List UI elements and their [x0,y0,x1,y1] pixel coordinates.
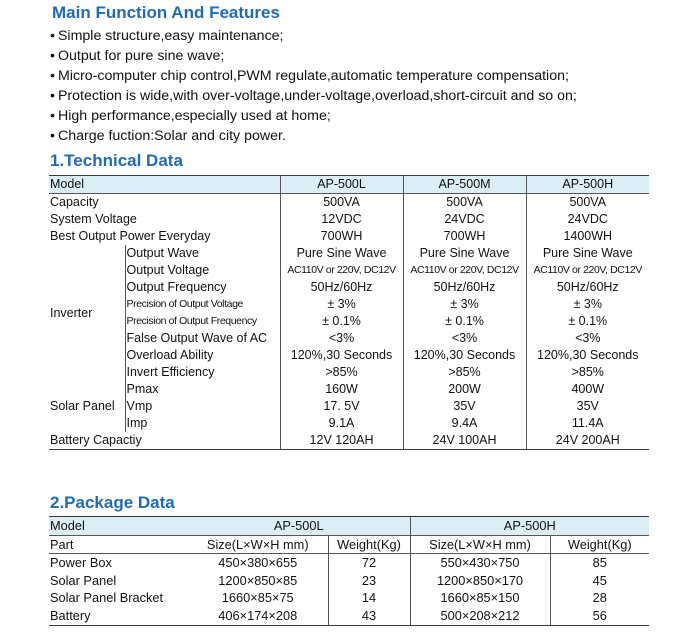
package-data-heading: 2.Package Data [50,493,175,512]
cell: 43 [328,607,410,625]
row-label: Battery Capactiy [49,432,280,450]
cell: 500VA [526,194,649,212]
technical-data-heading: 1.Technical Data [50,151,183,170]
row-label: Precision of Output Frequency [125,313,280,330]
feature-item: • Output for pure sine wave; [50,46,577,66]
model-header: AP-500M [403,176,526,194]
size-header: Size(L×W×H mm) [410,535,550,554]
table-row [49,554,649,572]
cell: 1200×850×170 [410,572,550,590]
cell: ± 0.1% [526,313,649,330]
cell: >85% [280,364,403,381]
feature-list [50,26,577,146]
weight-header: Weight(Kg) [328,535,410,554]
table-row [49,296,649,313]
cell: 35V [526,398,649,415]
cell: 9.1A [280,415,403,432]
row-label: Output Frequency [125,279,280,296]
cell: 1200×850×85 [218,572,298,588]
cell: 1400WH [526,228,649,245]
group-label-inverter: Inverter [50,305,93,320]
cell: 160W [280,381,403,398]
cell: 85 [550,554,649,572]
cell: ± 3% [526,296,649,313]
cell: <3% [526,330,649,347]
cell: 1660×85×150 [410,589,550,607]
row-label: Overload Ability [125,347,280,364]
cell: 24V 100AH [403,432,526,450]
cell: 72 [328,554,410,572]
table-row [49,279,649,296]
cell: 24VDC [403,211,526,228]
cell: ± 0.1% [403,313,526,330]
cell: 200W [403,381,526,398]
size-header: Size(L×W×H mm) [188,535,328,554]
cell: 550×430×750 [410,554,550,572]
row-label: Pmax [125,381,280,398]
table-row [49,347,649,364]
cell: >85% [403,364,526,381]
feature-item: • Micro-computer chip control,PWM regulate,automatic temperature compensation; [50,66,577,86]
model-header: AP-500H [410,517,649,536]
cell: ± 0.1% [280,313,403,330]
cell: AC110V or 220V, DC12V [280,262,403,279]
table-row [49,517,649,536]
cell: Pure Sine Wave [403,245,526,262]
table-row [49,398,649,415]
cell: Pure Sine Wave [280,245,403,262]
cell: AC110V or 220V, DC12V [403,262,526,279]
row-label: Vmp [125,398,280,415]
cell: ± 3% [403,296,526,313]
cell: 500VA [280,194,403,212]
row-label: Output Wave [125,245,280,262]
cell: 500×208×212 [410,607,550,625]
cell: 1660×85×75 [221,590,294,606]
cell: AC110V or 220V, DC12V [526,262,649,279]
row-label: Output Voltage [125,262,280,279]
row-label: Invert Efficiency [125,364,280,381]
cell: 23 [328,572,410,590]
model-label: Model [49,517,188,536]
row-label: False Output Wave of AC [125,330,280,347]
cell: 24V 200AH [526,432,649,450]
cell: >85% [526,364,649,381]
cell: 45 [550,572,649,590]
part-label: Part [49,535,188,554]
part-name: Power Box [50,555,112,571]
table-row [49,211,649,228]
table-row [49,313,649,330]
part-name: Solar Panel Bracket [50,590,164,606]
cell: 12V 120AH [280,432,403,450]
cell: 12VDC [280,211,403,228]
row-label: Capacity [50,195,99,209]
cell: 11.4A [526,415,649,432]
table-row [49,432,649,450]
cell: 9.4A [403,415,526,432]
table-row [49,381,649,398]
cell: <3% [280,330,403,347]
row-label: Imp [125,415,280,432]
table-row [49,589,649,607]
cell: 120%,30 Seconds [403,347,526,364]
row-label: Precision of Output Voltage [125,296,280,313]
technical-data-table [49,175,649,450]
cell: 120%,30 Seconds [280,347,403,364]
table-row [49,245,649,262]
cell: 17. 5V [280,398,403,415]
table-row [49,415,649,432]
cell: 56 [550,607,649,625]
cell: 500VA [403,194,526,212]
table-row [49,194,649,212]
part-name: Solar Panel [50,572,117,588]
cell: 700WH [280,228,403,245]
feature-item: • Protection is wide,with over-voltage,under-voltage,overload,short-circuit and so on; [50,86,577,106]
feature-item: • High performance,especially used at home; [50,106,577,126]
model-label: Model [49,176,280,194]
group-label-solar-panel: Solar Panel [50,399,115,413]
model-header: AP-500L [280,176,403,194]
part-name: Battery [49,607,188,625]
model-header: AP-500H [526,176,649,194]
cell: 120%,30 Seconds [526,347,649,364]
cell: 35V [403,398,526,415]
table-row [49,607,649,625]
table-row [49,572,649,590]
row-label: Best Output Power Everyday [50,229,211,243]
cell: 24VDC [526,211,649,228]
weight-header: Weight(Kg) [550,535,649,554]
main-features-heading: Main Function And Features [52,3,280,22]
row-label: System Voltage [50,212,137,226]
model-header: AP-500L [188,517,410,536]
cell: 50Hz/60Hz [526,279,649,296]
cell: <3% [403,330,526,347]
cell: 14 [328,589,410,607]
cell: 450×380×655 [218,555,298,571]
cell: 50Hz/60Hz [403,279,526,296]
table-row [49,176,649,194]
cell: 28 [550,589,649,607]
cell: 400W [526,381,649,398]
feature-item: • Charge fuction:Solar and city power. [50,126,577,146]
cell: 50Hz/60Hz [280,279,403,296]
cell: 700WH [403,228,526,245]
table-row [49,330,649,347]
table-row [49,535,649,554]
cell: 406×174×208 [188,607,328,625]
table-row [49,364,649,381]
table-row [49,262,649,279]
cell: ± 3% [280,296,403,313]
package-data-table [49,516,649,626]
table-row [49,228,649,245]
cell: Pure Sine Wave [526,245,649,262]
feature-item: • Simple structure,easy maintenance; [50,26,577,46]
